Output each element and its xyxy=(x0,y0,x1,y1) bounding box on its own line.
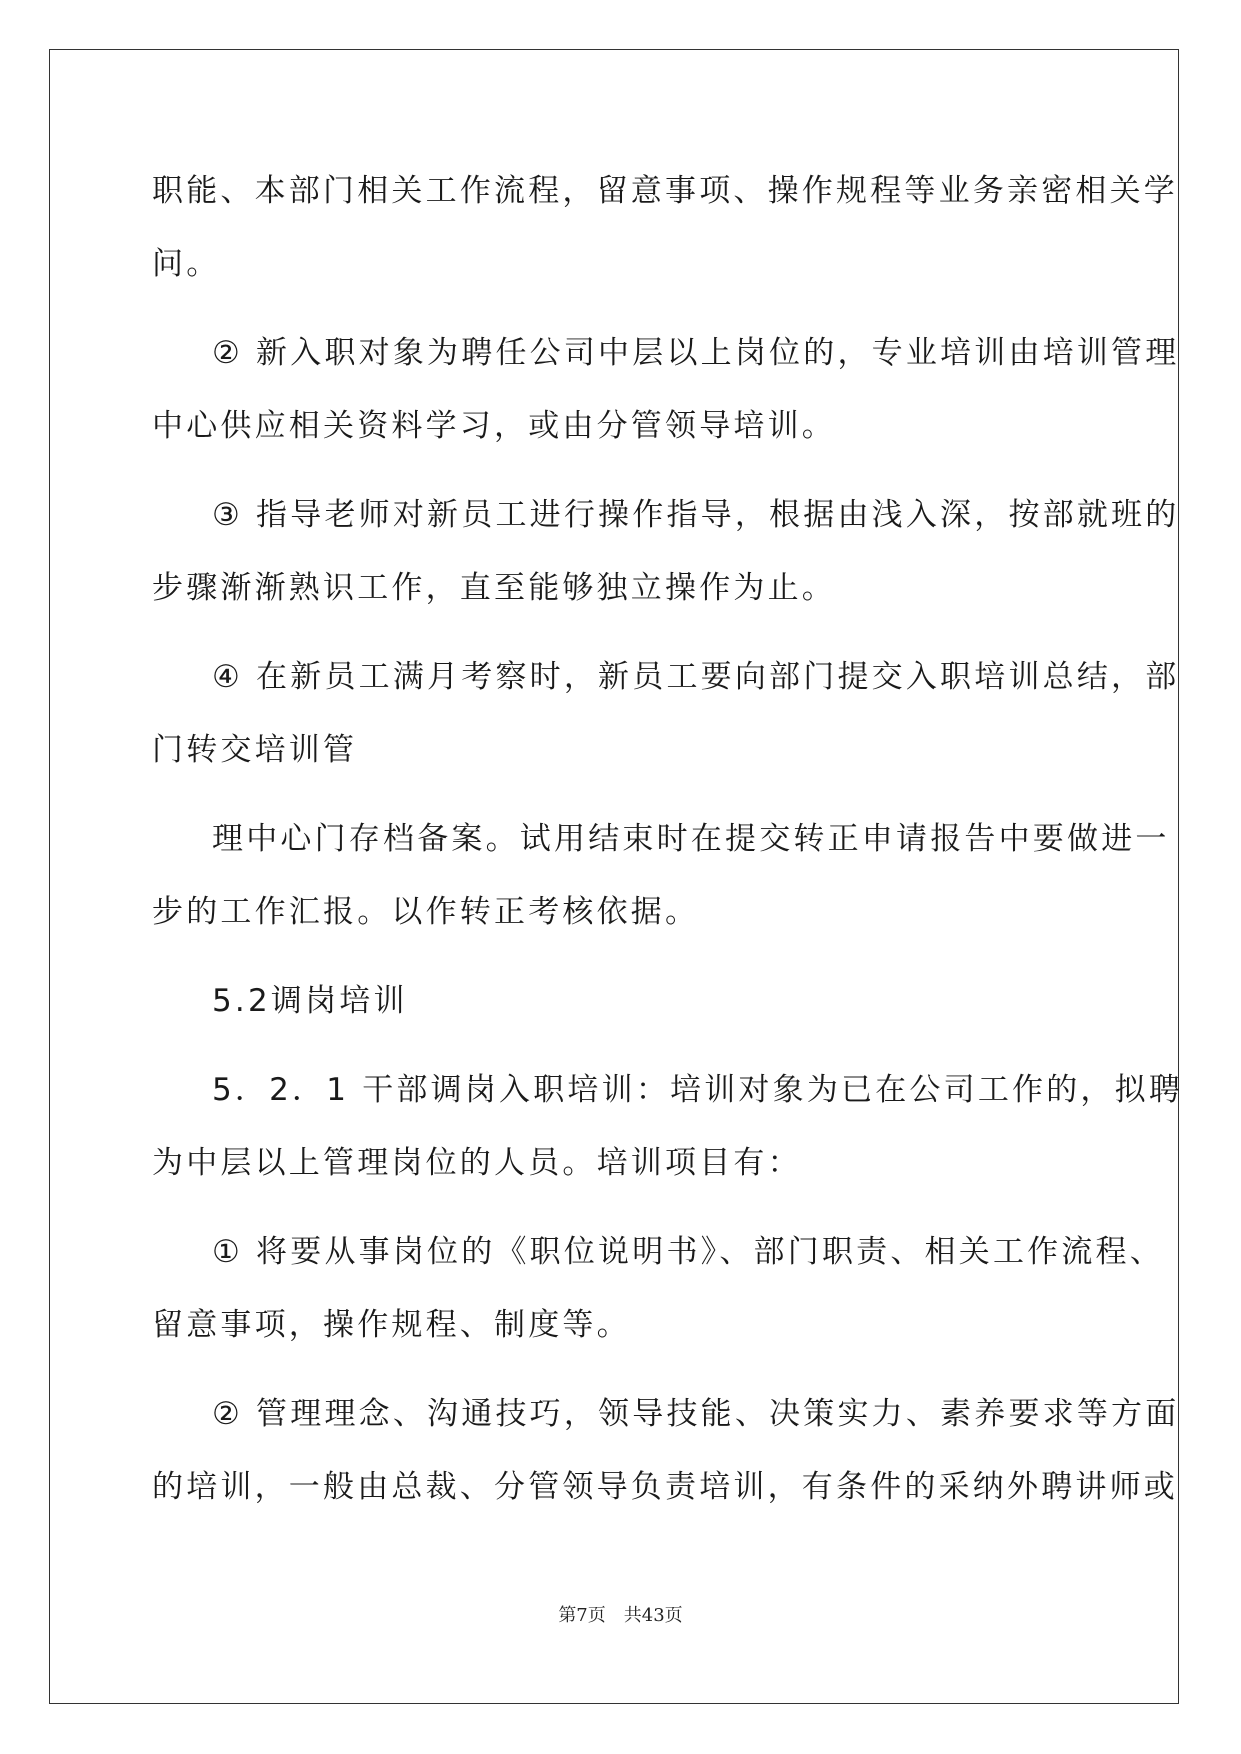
body-line-5: ③ 指导老师对新员工进行操作指导，根据由浅入深，按部就班的 xyxy=(212,497,1180,533)
body-line-15: 留意事项，操作规程、制度等。 xyxy=(152,1307,631,1343)
page-number-footer: 第7页 共43页 xyxy=(558,1605,683,1626)
body-line-16: ② 管理理念、沟通技巧，领导技能、决策实力、素养要求等方面 xyxy=(212,1396,1180,1432)
body-line-17: 的培训，一般由总裁、分管领导负责培训，有条件的采纳外聘讲师或 xyxy=(152,1469,1178,1505)
body-line-2: 问。 xyxy=(152,246,221,282)
body-line-10: 步的工作汇报。以作转正考核依据。 xyxy=(152,894,700,930)
body-line-9: 理中心门存档备案。试用结束时在提交转正申请报告中要做进一 xyxy=(212,821,1170,857)
body-line-6: 步骤渐渐熟识工作，直至能够独立操作为止。 xyxy=(152,570,836,606)
body-line-3: ② 新入职对象为聘任公司中层以上岗位的，专业培训由培训管理 xyxy=(212,335,1180,371)
page-border xyxy=(49,49,1179,1704)
body-line-14: ① 将要从事岗位的《职位说明书》、部门职责、相关工作流程、 xyxy=(212,1234,1164,1270)
body-line-13: 为中层以上管理岗位的人员。培训项目有： xyxy=(152,1145,802,1181)
body-line-8: 门转交培训管 xyxy=(152,732,358,768)
body-line-1: 职能、本部门相关工作流程，留意事项、操作规程等业务亲密相关学 xyxy=(152,173,1178,209)
body-line-12: 5．2．1 干部调岗入职培训：培训对象为已在公司工作的，拟聘 xyxy=(212,1072,1184,1108)
body-line-7: ④ 在新员工满月考察时，新员工要向部门提交入职培训总结，部 xyxy=(212,659,1180,695)
body-line-4: 中心供应相关资料学习，或由分管领导培训。 xyxy=(152,408,836,444)
section-heading: 5.2调岗培训 xyxy=(212,983,408,1019)
